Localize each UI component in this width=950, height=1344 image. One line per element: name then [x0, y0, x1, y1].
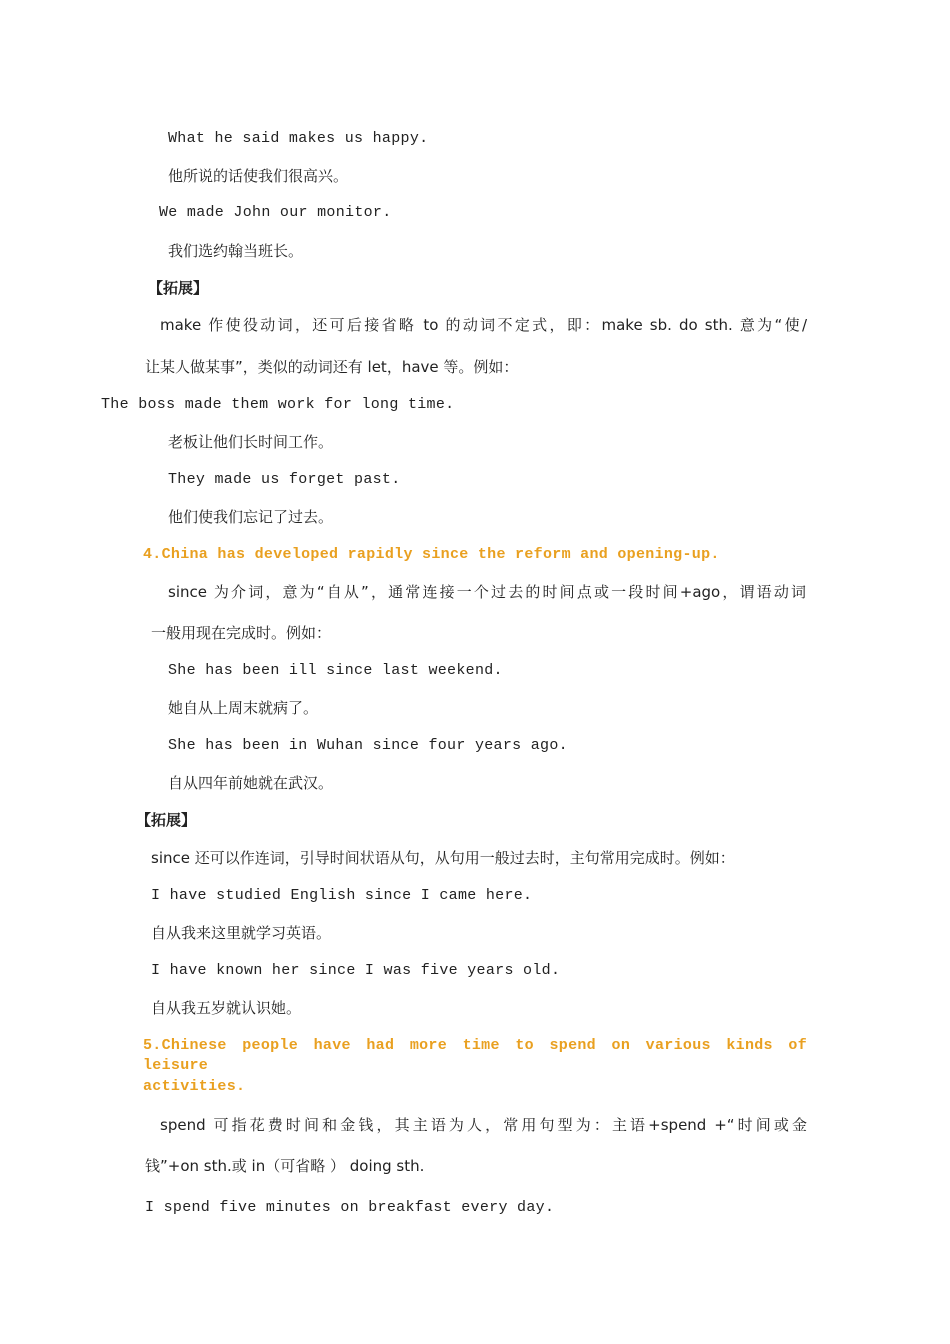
example-sentence: I have known her since I was five years old.	[151, 962, 561, 979]
example-sentence: She has been in Wuhan since four years ago.	[168, 737, 568, 754]
example-translation: 他们使我们忘记了过去。	[168, 508, 334, 526]
example-sentence: I spend five minutes on breakfast every day.	[145, 1199, 555, 1216]
explanation-paragraph: since 还可以作连词，引导时间状语从句，从句用一般过去时，主句常用完成时。例如：	[151, 849, 735, 867]
key-sentence-heading: 4.China has developed rapidly since the reform and opening-up.	[143, 546, 720, 563]
section-label-extension: 【拓展】	[148, 279, 209, 297]
explanation-paragraph-cont: 钱”+on sth.或 in（可省略 ） doing sth.	[145, 1157, 425, 1175]
example-translation: 她自从上周末就病了。	[168, 699, 319, 717]
example-translation: 他所说的话使我们很高兴。	[168, 167, 349, 185]
example-sentence: She has been ill since last weekend.	[168, 662, 503, 679]
example-translation: 自从我来这里就学习英语。	[151, 924, 332, 942]
example-translation: 自从四年前她就在武汉。	[168, 774, 334, 792]
explanation-paragraph: make 作使役动词，还可后接省略 to 的动词不定式，即：make sb. do sth. 意为“使/	[160, 316, 807, 334]
key-sentence-heading-cont: activities.	[143, 1078, 246, 1095]
example-sentence: They made us forget past.	[168, 471, 401, 488]
example-sentence: What he said makes us happy.	[168, 130, 429, 147]
key-sentence-heading: 5.Chinese people have had more time to spend on various kinds of leisure	[143, 1037, 807, 1074]
example-translation: 我们选约翰当班长。	[168, 242, 304, 260]
example-sentence: We made John our monitor.	[159, 204, 392, 221]
example-sentence: The boss made them work for long time.	[101, 396, 455, 413]
explanation-paragraph-cont: 一般用现在完成时。例如：	[151, 624, 332, 642]
explanation-paragraph-cont: 让某人做某事”，类似的动词还有 let，have 等。例如：	[145, 358, 519, 376]
example-translation: 自从我五岁就认识她。	[151, 999, 302, 1017]
example-sentence: I have studied English since I came here.	[151, 887, 533, 904]
section-label-extension: 【拓展】	[136, 811, 197, 829]
example-translation: 老板让他们长时间工作。	[168, 433, 334, 451]
explanation-paragraph: since 为介词，意为“自从”，通常连接一个过去的时间点或一段时间+ago，谓语动词	[168, 583, 806, 601]
explanation-paragraph: spend 可指花费时间和金钱，其主语为人，常用句型为：主语+spend +“时间或金	[160, 1116, 807, 1134]
